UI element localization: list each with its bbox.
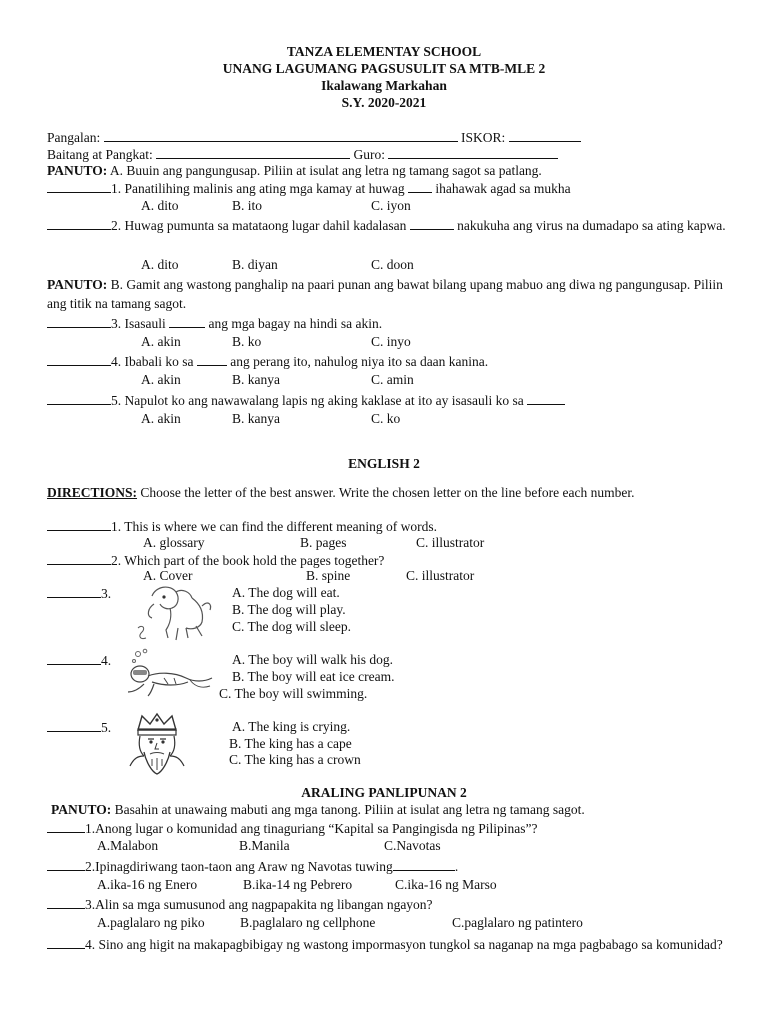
question-text: 2. Which part of the book hold the pages together? [111,553,385,568]
option-a: A.paglalaro ng piko [97,915,205,930]
option-c: C. iyon [371,198,411,213]
option-b: B. pages [300,535,347,550]
english-q1 [47,518,437,535]
option-a: A. akin [141,372,181,387]
option-b: B.ika-14 ng Pebrero [243,877,353,892]
question-text: 2. Huwag pumunta sa matataong lugar dahil kadalasan [111,218,407,233]
option-a: A. dito [141,198,179,213]
option-a: A. The dog will eat. [232,585,340,600]
question-number: 5. [101,720,112,735]
mtb-q5 [47,392,565,409]
king-image [124,712,190,776]
question-text: 2.Ipinagdiriwang taon-taon ang Araw ng Navotas tuwing [85,859,393,874]
ap-q1 [47,820,538,837]
quarter-label: Ikalawang Markahan [321,78,447,93]
option-b: B. spine [306,568,351,583]
english-q3 [47,585,111,602]
option-b: B. The dog will play. [232,602,346,617]
option-b: B. ko [232,334,262,349]
directions-label: DIRECTIONS: [47,485,138,500]
option-b: B.Manila [239,838,290,853]
option-b: B. kanya [232,372,280,387]
question-number: 4. [101,653,112,668]
option-c: C.paglalaro ng patintero [452,915,583,930]
ap-title: ARALING PANLIPUNAN 2 [301,785,467,800]
period: . [454,859,459,874]
answer-blank[interactable] [47,896,85,909]
answer-blank[interactable] [47,353,111,366]
answer-blank[interactable] [47,858,85,871]
english-q4 [47,652,111,669]
question-text: 1. Panatilihing malinis ang ating mga kamay at huwag [111,181,405,196]
question-text: nakukuha ang virus na dumadapo sa ating kapwa. [457,218,726,233]
directions-text: A. Buuin ang pangungusap. Piliin at isulat ang letra ng tamang sagot sa patlang. [109,163,542,178]
option-b: B. ito [232,198,263,213]
english-title: ENGLISH 2 [348,456,420,471]
mtb-q1 [47,180,571,197]
option-c: C. doon [371,257,414,272]
school-name: TANZA ELEMENTAY SCHOOL [286,44,482,59]
ap-q4 [47,935,727,954]
grade-field[interactable] [156,146,350,159]
inline-blank [169,315,205,328]
name-row [47,129,581,146]
teacher-label: Guro: [353,147,385,162]
question-text: 1.Anong lugar o komunidad ang tinaguriang “Kapital sa Pangingisda ng Pilipinas”? [85,821,538,836]
score-label: ISKOR: [461,130,506,145]
inline-blank [197,353,227,366]
option-b: B. The boy will eat ice cream. [232,669,395,684]
school-year: S.Y. 2020-2021 [341,95,427,110]
question-text: 5. Napulot ko ang nawawalang lapis ng aking kaklase at ito ay isasauli ko sa [111,393,524,408]
option-a: A. glossary [143,535,205,550]
option-c: C. illustrator [416,535,485,550]
ap-directions [51,802,585,818]
option-b: B. The king has a cape [229,736,352,751]
answer-blank[interactable] [47,217,111,230]
grade-row [47,146,558,163]
mtb-directions-a [47,163,542,179]
option-c: C. illustrator [406,568,475,583]
answer-blank[interactable] [47,820,85,833]
inline-blank [527,392,565,405]
inline-blank [408,180,432,193]
directions-text: Basahin at unawaing mabuti ang mga tanong. Piliin at isulat ang letra ng tamang sagot. [114,802,585,817]
question-text: 3. Isasauli [111,316,166,331]
option-c: C. inyo [371,334,411,349]
question-text: 4. Ibabali ko sa [111,354,194,369]
option-a: A. akin [141,334,181,349]
question-text: ang perang ito, nahulog niya ito sa daan kanina. [230,354,489,369]
ap-q3 [47,896,433,913]
question-text: 4. Sino ang higit na makapagbibigay ng wastong impormasyon tungkol sa naganap na mga pagbabago sa komunidad? [85,937,723,952]
name-label: Pangalan: [47,130,101,145]
option-a: A. The boy will walk his dog. [232,652,393,667]
dog-image [130,582,216,644]
swimming-boy-image [124,648,216,700]
answer-blank[interactable] [47,652,101,665]
option-a: A.Malabon [97,838,159,853]
inline-blank [393,858,455,871]
english-q2 [47,552,384,569]
option-b: B. diyan [232,257,278,272]
name-field[interactable] [104,129,458,142]
directions-text: Choose the letter of the best answer. Write the chosen letter on the line before each number. [140,485,635,500]
option-a: A. The king is crying. [232,719,351,734]
option-c: C. amin [371,372,414,387]
answer-blank[interactable] [47,315,111,328]
inline-blank [410,217,454,230]
question-text: ihahawak agad sa mukha [435,181,571,196]
question-text: ang mga bagay na hindi sa akin. [208,316,383,331]
teacher-field[interactable] [388,146,558,159]
grade-label: Baitang at Pangkat: [47,147,153,162]
option-c: C. The dog will sleep. [232,619,351,634]
option-a: A. dito [141,257,179,272]
mtb-directions-b [47,275,727,313]
option-c: C. The boy will swimming. [219,686,368,701]
directions-text: B. Gamit ang wastong panghalip na paari punan ang bawat bilang upang mabuo ang diwa ng pangungusap. Piliin ang titik na tamang sagot. [47,277,723,311]
ap-q2 [47,858,458,875]
option-c: C. The king has a crown [229,752,361,767]
answer-blank[interactable] [47,585,101,598]
directions-label: PANUTO: [51,802,112,817]
answer-blank[interactable] [47,719,101,732]
answer-blank[interactable] [47,552,111,565]
option-b: B.paglalaro ng cellphone [240,915,376,930]
option-c: C. ko [371,411,401,426]
question-text: 3.Alin sa mga sumusunod ang nagpapakita ng libangan ngayon? [85,897,433,912]
question-number: 3. [101,586,112,601]
option-c: C.ika-16 ng Marso [395,877,497,892]
answer-blank[interactable] [47,392,111,405]
answer-blank[interactable] [47,518,111,531]
english-q5 [47,719,111,736]
exam-title: UNANG LAGUMANG PAGSUSULIT SA MTB-MLE 2 [222,61,546,76]
answer-blank[interactable] [47,936,85,949]
score-field[interactable] [509,129,581,142]
mtb-q3 [47,315,382,332]
option-a: A.ika-16 ng Enero [97,877,198,892]
option-a: A. Cover [143,568,193,583]
mtb-q2 [47,216,727,235]
option-b: B. kanya [232,411,280,426]
mtb-q4 [47,353,488,370]
english-directions [47,484,727,501]
directions-label: PANUTO: [47,163,108,178]
question-text: 1. This is where we can find the different meaning of words. [111,519,438,534]
option-c: C.Navotas [384,838,441,853]
answer-blank[interactable] [47,180,111,193]
directions-label: PANUTO: [47,277,108,292]
option-a: A. akin [141,411,181,426]
